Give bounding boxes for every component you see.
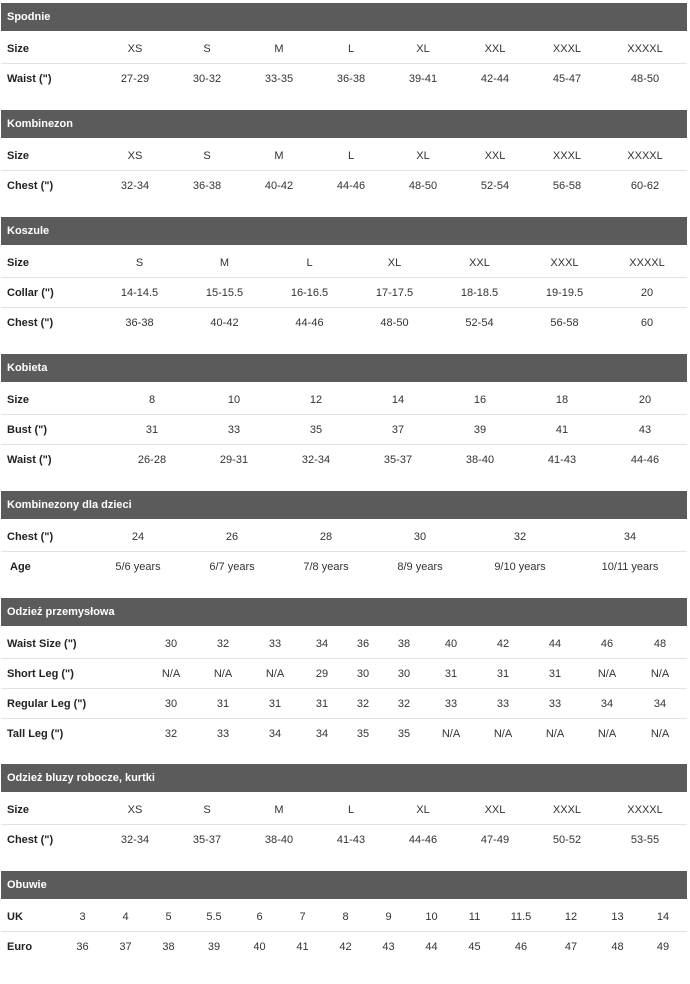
table-cell: 8/9 years bbox=[397, 560, 443, 573]
size-table-koszule bbox=[1, 248, 687, 337]
table-cell: 9/10 years bbox=[494, 560, 546, 573]
table-cell: 34 bbox=[581, 689, 633, 719]
section-title-kombinezon: Kombinezon bbox=[1, 110, 687, 138]
table-cell: 40 bbox=[253, 940, 266, 953]
table-row bbox=[1, 415, 687, 445]
table-cell: N/A bbox=[249, 659, 301, 689]
table-row bbox=[1, 795, 687, 825]
table-cell: 36 bbox=[343, 629, 383, 659]
table-cell: 56-58 bbox=[550, 316, 579, 329]
table-cell: M bbox=[243, 141, 315, 171]
table-cell: 40-42 bbox=[210, 316, 239, 329]
table-cell: 30 bbox=[145, 629, 197, 659]
table-cell: XXXXL bbox=[603, 141, 687, 171]
table-cell: 34 bbox=[268, 727, 282, 740]
table-row bbox=[1, 64, 687, 94]
table-cell: 5 bbox=[147, 902, 190, 932]
table-cell: 31 bbox=[111, 415, 193, 445]
table-cell: 18 bbox=[521, 385, 603, 415]
table-cell: 30 bbox=[145, 689, 197, 719]
table-cell: 34 bbox=[573, 522, 687, 552]
table-cell: 32-34 bbox=[120, 833, 150, 846]
size-table-odziez-przemyslowa bbox=[1, 629, 687, 748]
table-cell: 32-34 bbox=[301, 453, 331, 466]
row-label: Regular Leg (") bbox=[1, 689, 145, 719]
table-cell: M bbox=[182, 248, 267, 278]
table-cell: 5/6 years bbox=[115, 560, 161, 573]
size-table-odziez-bluzy-robocze-kurtki bbox=[1, 795, 687, 854]
table-cell: 33-35 bbox=[264, 72, 294, 85]
table-row bbox=[1, 719, 687, 749]
table-cell: 9 bbox=[367, 902, 410, 932]
table-cell: 45 bbox=[468, 940, 481, 953]
section-kobieta bbox=[1, 354, 687, 474]
size-table-kobieta bbox=[1, 385, 687, 474]
table-cell: 36-38 bbox=[192, 179, 222, 192]
table-cell: 46 bbox=[514, 940, 528, 953]
table-row bbox=[1, 659, 687, 689]
table-cell: 53-55 bbox=[630, 833, 660, 846]
table-cell: 33 bbox=[249, 629, 301, 659]
table-cell: XS bbox=[99, 795, 171, 825]
table-cell: 5.5 bbox=[190, 902, 238, 932]
table-cell: 32 bbox=[164, 727, 178, 740]
table-cell: 10 bbox=[193, 385, 275, 415]
section-title-odziez-bluzy-robocze-kurtki: Odzież bluzy robocze, kurtki bbox=[1, 764, 687, 792]
section-title-kombinezony-dla-dzieci: Kombinezony dla dzieci bbox=[1, 491, 687, 519]
table-cell: 31 bbox=[301, 689, 343, 719]
table-cell: M bbox=[243, 34, 315, 64]
table-cell: 31 bbox=[529, 659, 581, 689]
table-cell: 30 bbox=[373, 522, 467, 552]
row-label: Bust (") bbox=[1, 415, 111, 445]
table-cell: 18-18.5 bbox=[437, 278, 522, 308]
table-cell: 42 bbox=[339, 940, 352, 953]
table-cell: L bbox=[315, 795, 387, 825]
table-cell: 14-14.5 bbox=[97, 278, 182, 308]
table-cell: 48-50 bbox=[408, 179, 438, 192]
table-cell: 46 bbox=[581, 629, 633, 659]
table-cell: 14 bbox=[639, 902, 687, 932]
table-cell: 19-19.5 bbox=[522, 278, 607, 308]
table-cell: 37 bbox=[357, 415, 439, 445]
table-cell: 31 bbox=[249, 689, 301, 719]
table-cell: XXL bbox=[459, 34, 531, 64]
row-label: Size bbox=[1, 34, 99, 64]
table-cell: 24 bbox=[91, 522, 185, 552]
table-cell: XXXL bbox=[531, 795, 603, 825]
table-cell: 47-49 bbox=[480, 833, 510, 846]
section-koszule bbox=[1, 217, 687, 337]
table-cell: 35 bbox=[356, 727, 370, 740]
row-label: Tall Leg (") bbox=[7, 727, 64, 740]
table-cell: N/A bbox=[145, 659, 197, 689]
table-cell: 20 bbox=[607, 278, 687, 308]
table-cell: 17-17.5 bbox=[352, 278, 437, 308]
table-cell: 11.5 bbox=[496, 902, 546, 932]
table-cell: 33 bbox=[216, 727, 230, 740]
table-cell: 6 bbox=[238, 902, 281, 932]
table-cell: XXL bbox=[459, 795, 531, 825]
table-cell: 12 bbox=[275, 385, 357, 415]
table-cell: 37 bbox=[119, 940, 132, 953]
table-cell: 60-62 bbox=[630, 179, 660, 192]
table-cell: 16 bbox=[439, 385, 521, 415]
section-spodnie bbox=[1, 3, 687, 93]
row-label: Chest (") bbox=[7, 179, 54, 192]
table-cell: 40-42 bbox=[264, 179, 294, 192]
row-label: Waist (") bbox=[7, 453, 52, 466]
table-cell: 44 bbox=[529, 629, 581, 659]
table-cell: S bbox=[97, 248, 182, 278]
table-cell: 48 bbox=[633, 629, 687, 659]
table-cell: XXL bbox=[437, 248, 522, 278]
table-cell: 36 bbox=[76, 940, 89, 953]
table-cell: 33 bbox=[425, 689, 477, 719]
table-cell: 50-52 bbox=[552, 833, 582, 846]
table-cell: 45-47 bbox=[552, 72, 582, 85]
table-cell: 39 bbox=[207, 940, 221, 953]
table-row bbox=[1, 308, 687, 338]
table-cell: N/A bbox=[581, 659, 633, 689]
table-cell: XXL bbox=[459, 141, 531, 171]
table-cell: 32 bbox=[383, 689, 425, 719]
section-title-koszule: Koszule bbox=[1, 217, 687, 245]
row-label: Age bbox=[10, 560, 31, 573]
table-cell: 35-37 bbox=[383, 453, 413, 466]
table-cell: 32 bbox=[343, 689, 383, 719]
table-cell: 60 bbox=[640, 316, 654, 329]
section-obuwie bbox=[1, 871, 687, 961]
table-row bbox=[1, 932, 687, 962]
table-cell: 44 bbox=[425, 940, 438, 953]
table-cell: 31 bbox=[425, 659, 477, 689]
table-cell: 35-37 bbox=[192, 833, 222, 846]
table-cell: N/A bbox=[633, 659, 687, 689]
table-cell: 29 bbox=[301, 659, 343, 689]
table-cell: 32-34 bbox=[120, 179, 150, 192]
table-cell: 48-50 bbox=[380, 316, 409, 329]
table-cell: 43 bbox=[603, 415, 687, 445]
table-cell: 33 bbox=[477, 689, 529, 719]
table-cell: 33 bbox=[529, 689, 581, 719]
table-cell: 4 bbox=[104, 902, 147, 932]
table-cell: 41-43 bbox=[547, 453, 577, 466]
table-cell: 8 bbox=[111, 385, 193, 415]
table-cell: 38 bbox=[162, 940, 175, 953]
table-cell: XXXXL bbox=[607, 248, 687, 278]
table-cell: L bbox=[315, 34, 387, 64]
table-cell: 26-28 bbox=[137, 453, 167, 466]
section-title-obuwie: Obuwie bbox=[1, 871, 687, 899]
row-label: Collar (") bbox=[1, 278, 97, 308]
section-odziez-przemyslowa bbox=[1, 598, 687, 748]
table-cell: 14 bbox=[357, 385, 439, 415]
table-cell: 34 bbox=[301, 629, 343, 659]
table-cell: N/A bbox=[197, 659, 249, 689]
table-row bbox=[1, 689, 687, 719]
table-cell: 10/11 years bbox=[601, 560, 659, 573]
row-label: Size bbox=[1, 141, 99, 171]
table-cell: 40 bbox=[425, 629, 477, 659]
size-table-obuwie bbox=[1, 902, 687, 961]
row-label: Waist Size (") bbox=[1, 629, 145, 659]
table-cell: 11 bbox=[453, 902, 496, 932]
table-cell: XL bbox=[387, 795, 459, 825]
table-cell: XXXL bbox=[531, 34, 603, 64]
table-cell: 48 bbox=[611, 940, 624, 953]
table-cell: 32 bbox=[467, 522, 573, 552]
table-cell: 29-31 bbox=[219, 453, 249, 466]
table-cell: 39 bbox=[439, 415, 521, 445]
table-cell: 38 bbox=[383, 629, 425, 659]
table-row bbox=[1, 522, 687, 552]
table-cell: XL bbox=[352, 248, 437, 278]
table-cell: 30 bbox=[343, 659, 383, 689]
row-label: Euro bbox=[7, 940, 33, 953]
table-row bbox=[1, 171, 687, 201]
table-cell: XXXL bbox=[531, 141, 603, 171]
table-cell: 30 bbox=[383, 659, 425, 689]
table-row bbox=[1, 552, 687, 582]
section-title-odziez-przemyslowa: Odzież przemysłowa bbox=[1, 598, 687, 626]
section-kombinezony-dla-dzieci bbox=[1, 491, 687, 581]
row-label: Waist (") bbox=[7, 72, 52, 85]
table-cell: 52-54 bbox=[480, 179, 510, 192]
section-odziez-bluzy-robocze-kurtki bbox=[1, 764, 687, 854]
table-cell: 34 bbox=[633, 689, 687, 719]
row-label: Short Leg (") bbox=[1, 659, 145, 689]
table-cell: 52-54 bbox=[465, 316, 494, 329]
row-label: Size bbox=[1, 248, 97, 278]
table-cell: 31 bbox=[197, 689, 249, 719]
table-cell: 47 bbox=[564, 940, 578, 953]
table-row bbox=[1, 902, 687, 932]
table-cell: 33 bbox=[193, 415, 275, 445]
table-cell: N/A bbox=[650, 727, 670, 740]
table-cell: N/A bbox=[493, 727, 513, 740]
table-row bbox=[1, 141, 687, 171]
section-kombinezon bbox=[1, 110, 687, 200]
table-cell: 42 bbox=[477, 629, 529, 659]
section-title-kobieta: Kobieta bbox=[1, 354, 687, 382]
table-cell: S bbox=[171, 795, 243, 825]
table-cell: 48-50 bbox=[630, 72, 660, 85]
table-cell: 12 bbox=[546, 902, 596, 932]
table-cell: 38-40 bbox=[465, 453, 495, 466]
table-row bbox=[1, 385, 687, 415]
table-cell: 3 bbox=[61, 902, 104, 932]
table-cell: 36-38 bbox=[125, 316, 154, 329]
table-cell: 38-40 bbox=[264, 833, 294, 846]
table-cell: 44-46 bbox=[630, 453, 660, 466]
table-cell: 41-43 bbox=[336, 833, 366, 846]
table-cell: L bbox=[267, 248, 352, 278]
table-cell: 15-15.5 bbox=[182, 278, 267, 308]
table-cell: 42-44 bbox=[480, 72, 510, 85]
table-cell: 16-16.5 bbox=[267, 278, 352, 308]
row-label: Size bbox=[1, 795, 99, 825]
table-cell: XXXL bbox=[522, 248, 607, 278]
row-label: Chest (") bbox=[1, 522, 91, 552]
table-cell: N/A bbox=[545, 727, 565, 740]
table-cell: XL bbox=[387, 34, 459, 64]
table-cell: 44-46 bbox=[295, 316, 324, 329]
table-cell: 39-41 bbox=[408, 72, 438, 85]
section-title-spodnie: Spodnie bbox=[1, 3, 687, 31]
table-row bbox=[1, 34, 687, 64]
row-label: UK bbox=[1, 902, 61, 932]
table-row bbox=[1, 825, 687, 855]
table-cell: N/A bbox=[597, 727, 617, 740]
table-cell: L bbox=[315, 141, 387, 171]
table-cell: 56-58 bbox=[552, 179, 582, 192]
row-label: Size bbox=[1, 385, 111, 415]
table-cell: XL bbox=[387, 141, 459, 171]
table-cell: 35 bbox=[275, 415, 357, 445]
size-table-kombinezony-dla-dzieci bbox=[1, 522, 687, 581]
table-cell: N/A bbox=[441, 727, 461, 740]
table-row bbox=[1, 445, 687, 475]
table-cell: 28 bbox=[279, 522, 373, 552]
table-cell: XS bbox=[99, 141, 171, 171]
table-cell: 43 bbox=[382, 940, 395, 953]
size-table-kombinezon bbox=[1, 141, 687, 200]
table-cell: 32 bbox=[197, 629, 249, 659]
table-cell: M bbox=[243, 795, 315, 825]
table-row bbox=[1, 248, 687, 278]
table-cell: 20 bbox=[603, 385, 687, 415]
table-cell: 49 bbox=[656, 940, 670, 953]
table-cell: 44-46 bbox=[336, 179, 366, 192]
table-cell: 35 bbox=[397, 727, 411, 740]
table-cell: XXXXL bbox=[603, 34, 687, 64]
table-cell: 27-29 bbox=[120, 72, 150, 85]
row-label: Chest (") bbox=[7, 833, 54, 846]
table-cell: 7 bbox=[281, 902, 324, 932]
row-label: Chest (") bbox=[7, 316, 54, 329]
table-cell: XS bbox=[99, 34, 171, 64]
table-cell: 26 bbox=[185, 522, 279, 552]
table-cell: S bbox=[171, 34, 243, 64]
table-cell: 30-32 bbox=[192, 72, 222, 85]
table-cell: 41 bbox=[296, 940, 309, 953]
table-cell: 31 bbox=[477, 659, 529, 689]
table-cell: 36-38 bbox=[336, 72, 366, 85]
size-table-spodnie bbox=[1, 34, 687, 93]
table-row bbox=[1, 629, 687, 659]
table-row bbox=[1, 278, 687, 308]
table-cell: S bbox=[171, 141, 243, 171]
table-cell: 44-46 bbox=[408, 833, 438, 846]
table-cell: 7/8 years bbox=[303, 560, 349, 573]
table-cell: XXXXL bbox=[603, 795, 687, 825]
table-cell: 34 bbox=[315, 727, 329, 740]
table-cell: 6/7 years bbox=[209, 560, 255, 573]
table-cell: 8 bbox=[324, 902, 367, 932]
table-cell: 13 bbox=[596, 902, 639, 932]
table-cell: 10 bbox=[410, 902, 453, 932]
table-cell: 41 bbox=[521, 415, 603, 445]
